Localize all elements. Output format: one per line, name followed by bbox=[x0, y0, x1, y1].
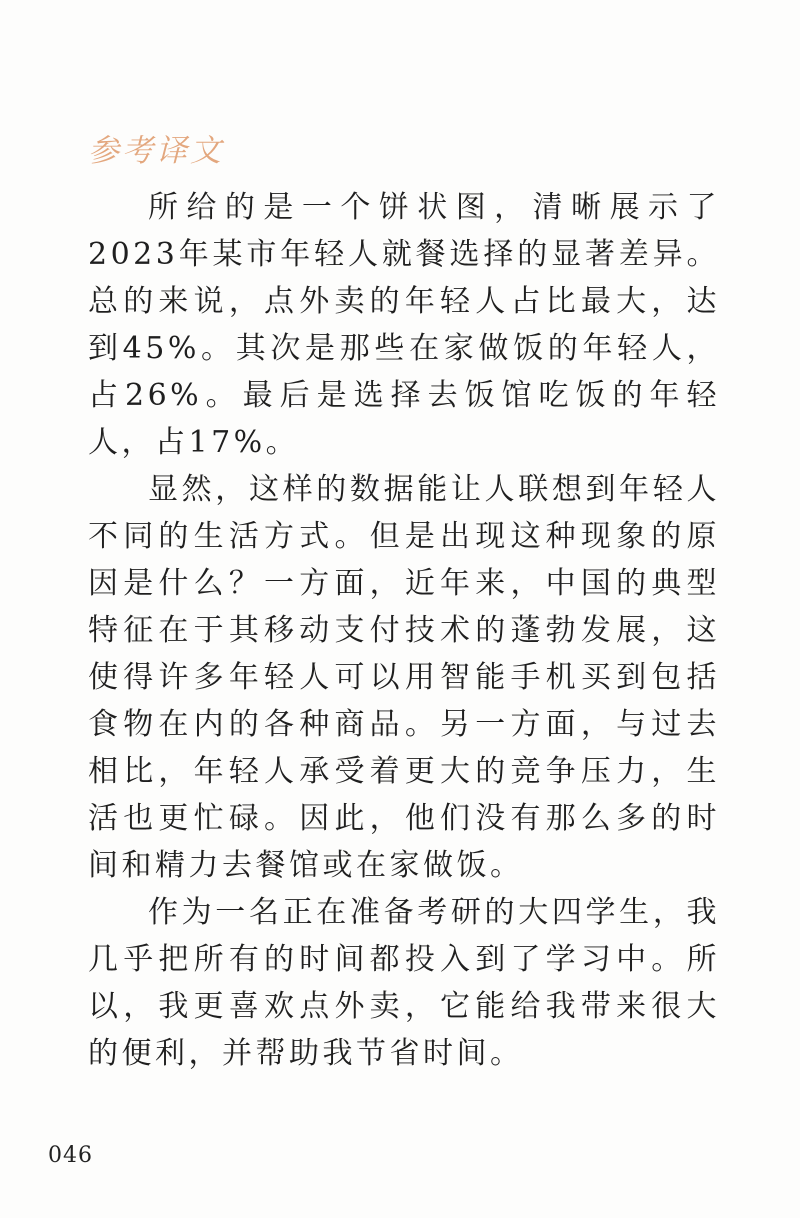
page-number: 046 bbox=[48, 1143, 93, 1168]
paragraph-3: 作为一名正在准备考研的大四学生，我几乎把所有的时间都投入到了学习中。所以，我更喜欢点外卖，它能给我带来很大的便利，并帮助我节省时间。 bbox=[88, 895, 720, 1071]
translation-body bbox=[88, 184, 720, 1077]
paragraph-1: 所给的是一个饼状图，清晰展示了2023年某市年轻人就餐选择的显著差异。总的来说，点外卖的年轻人占比最大，达到45%。其次是那些在家做饭的年轻人，占26%。最后是选择去饭馆吃饭的年轻人，占17%。 bbox=[88, 190, 720, 460]
section-heading: 参考译文 bbox=[88, 133, 224, 169]
paragraph-2: 显然，这样的数据能让人联想到年轻人不同的生活方式。但是出现这种现象的原因是什么？一方面，近年来，中国的典型特征在于其移动支付技术的蓬勃发展，这使得许多年轻人可以用智能手机买到包括食物在内的各种商品。另一方面，与过去相比，年轻人承受着更大的竞争压力，生活也更忙碌。因此，他们没有那么多的时间和精力去餐馆或在家做饭。 bbox=[88, 472, 720, 883]
